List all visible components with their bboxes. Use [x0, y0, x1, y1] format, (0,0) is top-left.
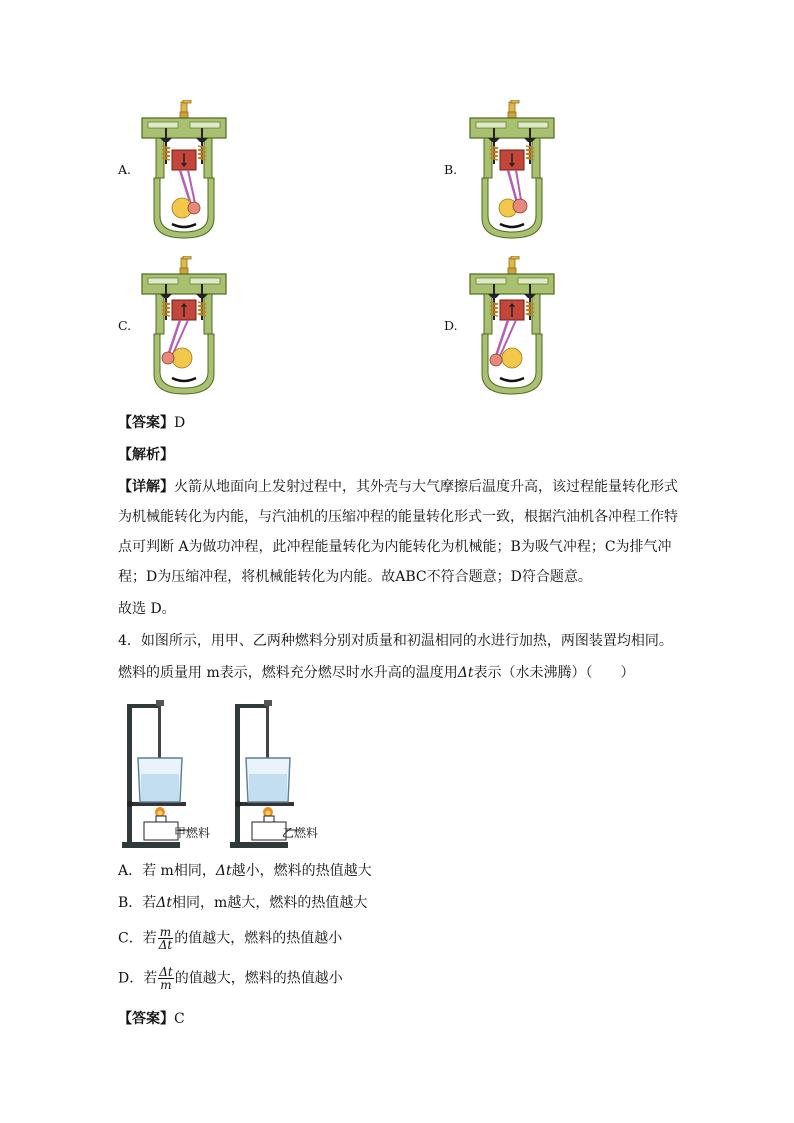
option-c-pre: C．若 [118, 930, 157, 947]
option-c-fraction [158, 926, 174, 951]
fuel-label-left: 甲燃料 [174, 826, 211, 840]
detail-tag: 【详解】 [118, 479, 174, 495]
option-d-denominator: m [160, 978, 172, 992]
engine-diagram-a [138, 100, 230, 240]
analysis-tag: 【解析】 [118, 447, 174, 463]
engine-diagram-b [466, 100, 558, 240]
answer-line-1 [118, 412, 185, 434]
engine-diagram-c [138, 256, 230, 396]
option-d-fraction [158, 966, 174, 991]
engine-diagram-d [466, 256, 558, 396]
answer-line-2 [118, 1008, 185, 1030]
detail-text-1: 火箭从地面向上发射过程中，其外壳与大气摩擦后温度升高，该过程能量转化形式 [174, 479, 678, 495]
question-4-text-a: 燃料的质量用 m表示，燃料充分燃尽时水升高的温度用 [118, 665, 458, 681]
detail-line-1 [118, 476, 678, 498]
question-4-text-b: 表示（水未沸腾）（ ） [473, 665, 635, 681]
option-c [118, 926, 342, 951]
option-c-label: C. [118, 318, 132, 333]
option-c-numerator: m [158, 926, 174, 939]
option-b [118, 892, 367, 914]
option-d-label: D. [444, 318, 458, 333]
option-b-label: B. [444, 162, 458, 177]
detail-line-3: 点可判断 A为做功冲程，此冲程能量转化为内能转化为机械能；B为吸气冲程；C为排气冲 [118, 539, 672, 555]
answer-2-value: C [174, 1011, 185, 1027]
answer-2-tag: 【答案】 [118, 1011, 174, 1027]
question-4-line-2 [118, 662, 634, 684]
option-d-pre: D．若 [118, 970, 158, 987]
fuel-label-right: 乙燃料 [282, 826, 319, 840]
detail-line-4: 程；D为压缩冲程，将机械能转化为内能。故ABC不符合题意；D符合题意。 [118, 569, 592, 585]
delta-t-symbol: Δt [457, 665, 474, 681]
option-a-symbol: Δt [215, 863, 232, 879]
option-a-post: 越小，燃料的热值越大 [231, 863, 372, 879]
option-d [118, 966, 343, 991]
detail-line-2: 为机械能转化为内能，与汽油机的压缩冲程的能量转化形式一致，根据汽油机各冲程工作特 [118, 509, 678, 525]
answer-value: D [174, 415, 186, 431]
option-b-post: 相同，m越大，燃料的热值越大 [172, 895, 368, 911]
option-c-post: 的值越大，燃料的热值越小 [174, 930, 343, 947]
option-d-post: 的值越大，燃料的热值越小 [174, 970, 343, 987]
option-a-pre: A．若 m相同， [118, 863, 216, 879]
answer-tag: 【答案】 [118, 415, 174, 431]
option-b-symbol: Δt [156, 895, 173, 911]
option-a-label: A. [118, 162, 132, 177]
question-4-line-1: 4．如图所示，用甲、乙两种燃料分别对质量和初温相同的水进行加热，两图装置均相同。 [118, 633, 673, 649]
option-c-denominator: Δt [158, 938, 173, 952]
option-a [118, 860, 372, 882]
option-d-numerator: Δt [159, 965, 173, 979]
detail-line-5: 故选 D。 [118, 601, 176, 617]
option-b-pre: B．若 [118, 895, 157, 911]
